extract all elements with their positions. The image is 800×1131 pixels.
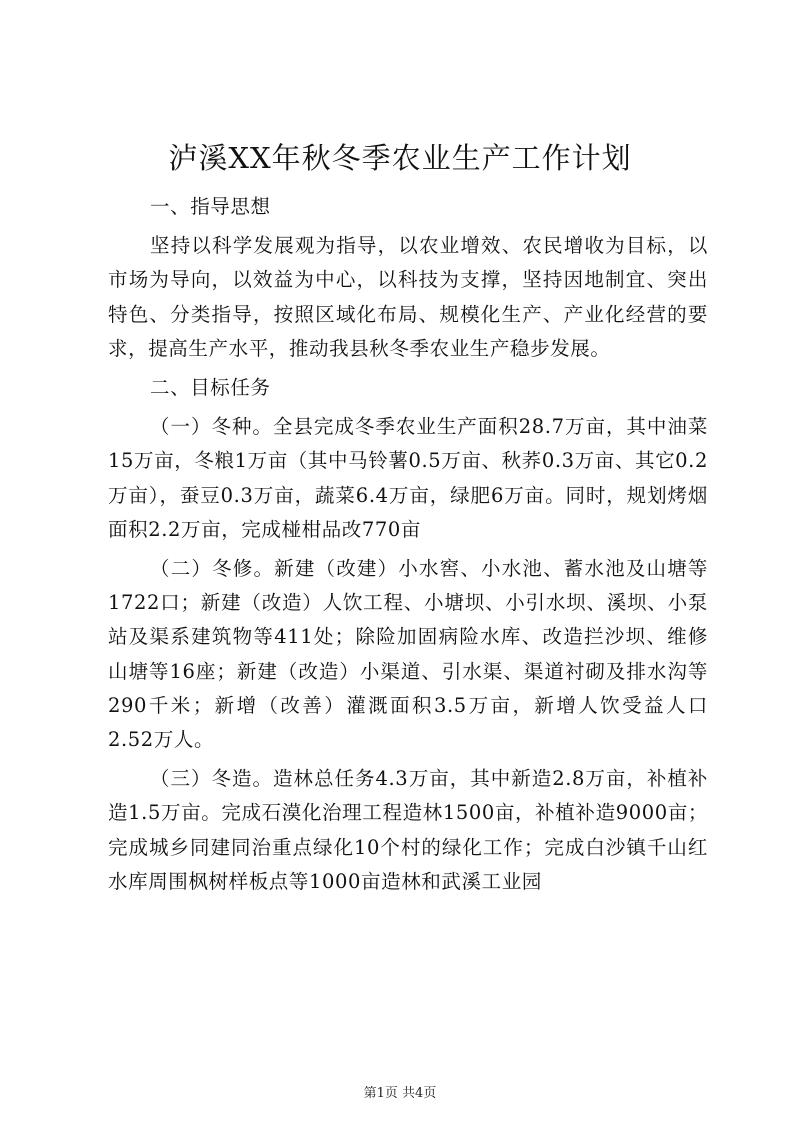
section-heading-guiding-thought: 一、指导思想 — [150, 195, 271, 218]
document-body — [108, 190, 708, 904]
page-number-footer: 第1页 共4页 — [363, 1086, 437, 1101]
page-title: 泸溪XX年秋冬季农业生产工作计划 — [168, 141, 632, 175]
paragraph-guiding-thought: 坚持以科学发展观为指导，以农业增效、农民增收为目标，以市场为导向，以效益为中心，以科技为支撑，坚持因地制宜、突出特色、分类指导，按照区域化布局、规模化生产、产业化经营的要求，提高生产水平，推动我县秋冬季农业生产稳步发展。 — [108, 234, 708, 360]
paragraph-winter-afforestation: （三）冬造。造林总任务4.3万亩，其中新造2.8万亩，补植补造1.5万亩。完成石漠化治理工程造林1500亩，补植补造9000亩；完成城乡同建同治重点绿化10个村的绿化工作；完成白沙镇千山红水库周围枫树样板点等1000亩造林和武溪工业园 — [108, 767, 708, 893]
section-heading-targets: 二、目标任务 — [150, 376, 271, 400]
paragraph-winter-repair: （二）冬修。新建（改建）小水窖、小水池、蓄水池及山塘等1722口；新建（改造）人饮工程、小塘坝、小引水坝、溪坝、小泵站及渠系建筑物等411处；除险加固病险水库、改造拦沙坝、维修山塘等16座；新建（改造）小渠道、引水渠、渠道衬砌及排水沟等290千米；新增（改善）灌溉面积3.5万亩，新增人饮受益人口2.52万人。 — [108, 557, 708, 752]
paragraph-winter-planting: （一）冬种。全县完成冬季农业生产面积28.7万亩，其中油菜15万亩，冬粮1万亩（其中马铃薯0.5万亩、秋荞0.3万亩、其它0.2万亩），蚕豆0.3万亩，蔬菜6.4万亩，绿肥6万亩。同时，规划烤烟面积2.2万亩，完成椪柑品改770亩 — [108, 415, 708, 541]
